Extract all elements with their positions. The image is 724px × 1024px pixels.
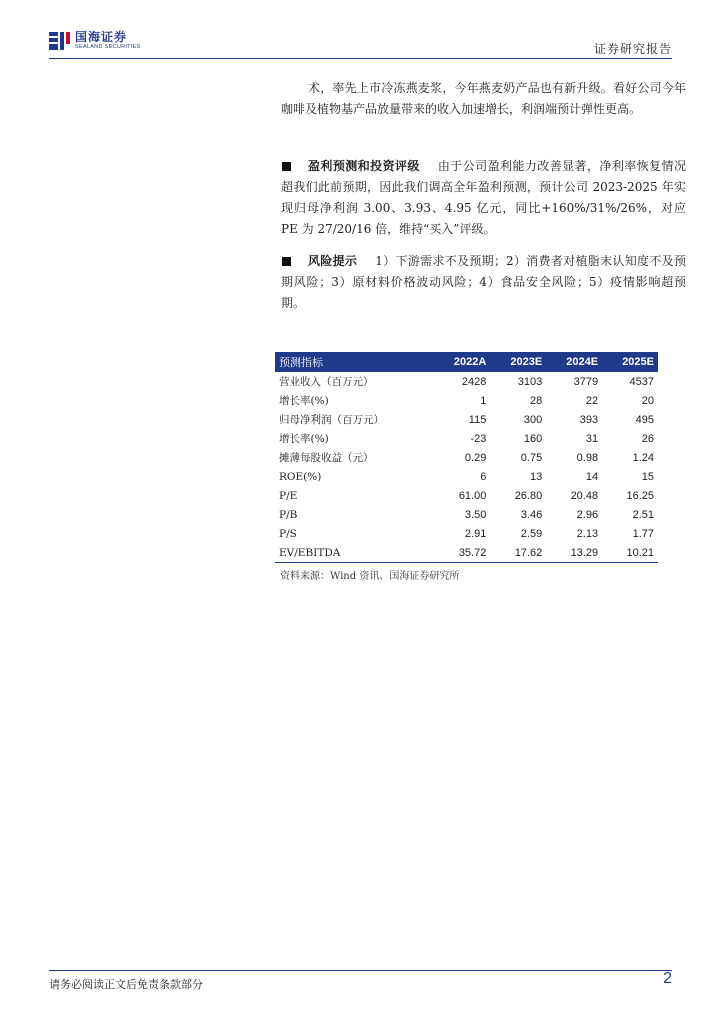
page-number: 2	[663, 970, 672, 987]
table-cell: 摊薄每股收益（元）	[279, 452, 374, 464]
table-cell: 3779	[573, 375, 599, 388]
report-type-label: 证券研究报告	[593, 42, 672, 56]
footer-divider	[49, 970, 672, 971]
table-cell: -23	[470, 432, 487, 445]
table-header-cell: 2024E	[546, 352, 602, 372]
table-cell: 3.50	[464, 508, 487, 521]
table-cell: 0.75	[520, 451, 543, 464]
logo-name-cn: 国海证券	[75, 30, 128, 45]
table-cell: 归母净利润（百万元）	[279, 414, 384, 426]
logo-name-en: SEALAND SECURITIES	[75, 44, 141, 51]
table-cell: 495	[635, 413, 654, 426]
paragraph-risk	[281, 251, 686, 314]
table-cell: 28	[529, 394, 543, 407]
paragraph-outlook: 术，率先上市冷冻燕麦浆，今年燕麦奶产品也有新升级。看好公司今年咖啡及植物基产品放量带来的收入加速增长，利润端预计弹性更高。	[281, 81, 686, 116]
table-source-note: 资料来源：Wind 资讯、国海证券研究所	[280, 571, 460, 582]
table-row	[275, 372, 658, 391]
table-row	[275, 410, 658, 429]
table-cell: 20.48	[570, 489, 599, 502]
table-row	[275, 505, 658, 524]
table-cell: 4537	[629, 375, 654, 388]
table-cell: 14	[585, 470, 599, 483]
table-cell: 16.25	[626, 489, 654, 502]
table-row	[275, 486, 658, 505]
table-cell: 22	[585, 394, 599, 407]
table-cell: P/B	[279, 508, 298, 521]
table-row	[275, 543, 658, 563]
table-row	[275, 448, 658, 467]
rating-heading: 盈利预测和投资评级	[308, 159, 420, 173]
table-cell: 1	[480, 394, 487, 407]
table-cell: 2.91	[464, 527, 487, 540]
table-cell: P/E	[279, 489, 298, 502]
table-cell: 17.62	[490, 543, 546, 563]
table-cell: 6	[480, 470, 487, 483]
table-cell: 1.77	[632, 527, 654, 540]
table-cell: 2428	[461, 375, 487, 388]
forecast-table	[275, 352, 658, 563]
header-divider	[49, 58, 672, 59]
risk-text: 1）下游需求不及预期；2）消费者对植脂末认知度不及预期风险；3）原材料价格波动风险；4）食品安全风险；5）疫情影响超预期。	[281, 254, 686, 310]
table-row	[275, 467, 658, 486]
table-cell: 26.80	[514, 489, 543, 502]
table-cell: 0.98	[576, 451, 599, 464]
table-cell: 2.96	[576, 508, 599, 521]
table-cell: 35.72	[434, 543, 491, 563]
table-cell: EV/EBITDA	[275, 543, 434, 563]
table-cell: 增长率(%)	[279, 433, 329, 445]
table-cell: 营业收入（百万元）	[279, 376, 374, 388]
table-cell: 160	[523, 432, 543, 445]
table-cell: 15	[641, 470, 654, 483]
table-cell: ROE(%)	[279, 470, 322, 483]
logo-mark-icon	[49, 31, 71, 51]
table-cell: 0.29	[464, 451, 487, 464]
table-cell: 13.29	[546, 543, 602, 563]
page-header	[0, 0, 724, 62]
table-header-cell: 2023E	[490, 352, 546, 372]
table-cell: 2.59	[520, 527, 543, 540]
table-cell: 1.24	[632, 451, 654, 464]
footer-disclaimer: 请务必阅读正文后免责条款部分	[49, 978, 203, 991]
table-cell: 115	[468, 413, 487, 426]
table-cell: 300	[523, 413, 543, 426]
table-cell: 3103	[517, 375, 543, 388]
table-header-cell: 2022A	[434, 352, 491, 372]
table-row	[275, 429, 658, 448]
table-row	[275, 391, 658, 410]
table-cell: 20	[641, 394, 654, 407]
table-cell: 26	[641, 432, 654, 445]
table-cell: P/S	[279, 527, 297, 540]
table-cell: 61.00	[458, 489, 487, 502]
rating-text: 由于公司盈利能力改善显著，净利率恢复情况超我们此前预期，因此我们调高全年盈利预测，预计公司 2023-2025 年实现归母净利润 3.00、3.93、4.95 亿元，同比+160%/31%/26%，对应 PE 为 27/20/16 倍，维持“买入”评级。	[281, 159, 686, 236]
table-cell: 3.46	[520, 508, 543, 521]
table-cell: 2.13	[576, 527, 599, 540]
paragraph-rating	[281, 156, 686, 240]
table-header-row	[275, 352, 658, 372]
risk-heading: 风险提示	[308, 254, 358, 268]
table-cell: 393	[579, 413, 599, 426]
table-header-cell: 预测指标	[275, 352, 434, 372]
table-row	[275, 524, 658, 543]
company-logo	[49, 31, 141, 51]
table-header-cell: 2025E	[602, 352, 658, 372]
table-cell: 10.21	[602, 543, 658, 563]
table-cell: 2.51	[632, 508, 654, 521]
table-cell: 13	[529, 470, 543, 483]
table-cell: 增长率(%)	[279, 395, 329, 407]
table-cell: 31	[585, 432, 599, 445]
